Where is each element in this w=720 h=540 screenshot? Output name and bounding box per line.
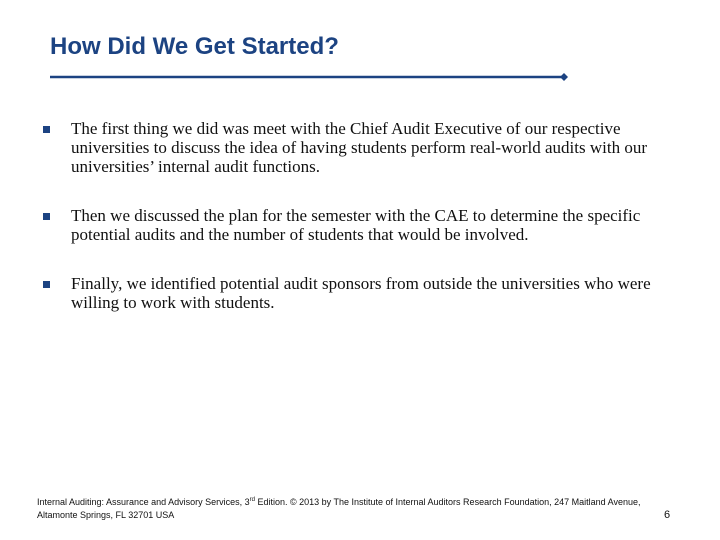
bullet-item: [40, 119, 680, 176]
citation-edition-superscript: rd: [249, 497, 255, 503]
square-bullet-icon: [43, 281, 50, 288]
footer-citation: [37, 494, 682, 522]
title-underline-rule: [50, 73, 570, 81]
bullet-text: Then we discussed the plan for the semester with the CAE to determine the specific potential audits and the number of students that would be involved.: [71, 206, 641, 244]
bullet-item: [40, 206, 680, 244]
square-bullet-icon: [43, 213, 50, 220]
bullet-list: [40, 119, 680, 342]
bullet-item: [40, 274, 680, 312]
bullet-text: Finally, we identified potential audit sponsors from outside the universities who were willing to work with students.: [71, 274, 651, 312]
page-number: 6: [664, 509, 671, 521]
citation-text-part1: Internal Auditing: Assurance and Advisory Services, 3: [37, 497, 250, 507]
square-bullet-icon: [43, 126, 50, 133]
citation-text-part2: Edition. © 2013 by The Institute of Internal Auditors Research Foundation, 247 Maitland Avenue, Altamonte Springs, FL 32701 USA: [37, 497, 641, 520]
bullet-text: The first thing we did was meet with the Chief Audit Executive of our respective universities to discuss the idea of having students perform real-world audits with our universities’ internal audit functions.: [71, 119, 647, 176]
slide-title: How Did We Get Started?: [50, 33, 339, 60]
